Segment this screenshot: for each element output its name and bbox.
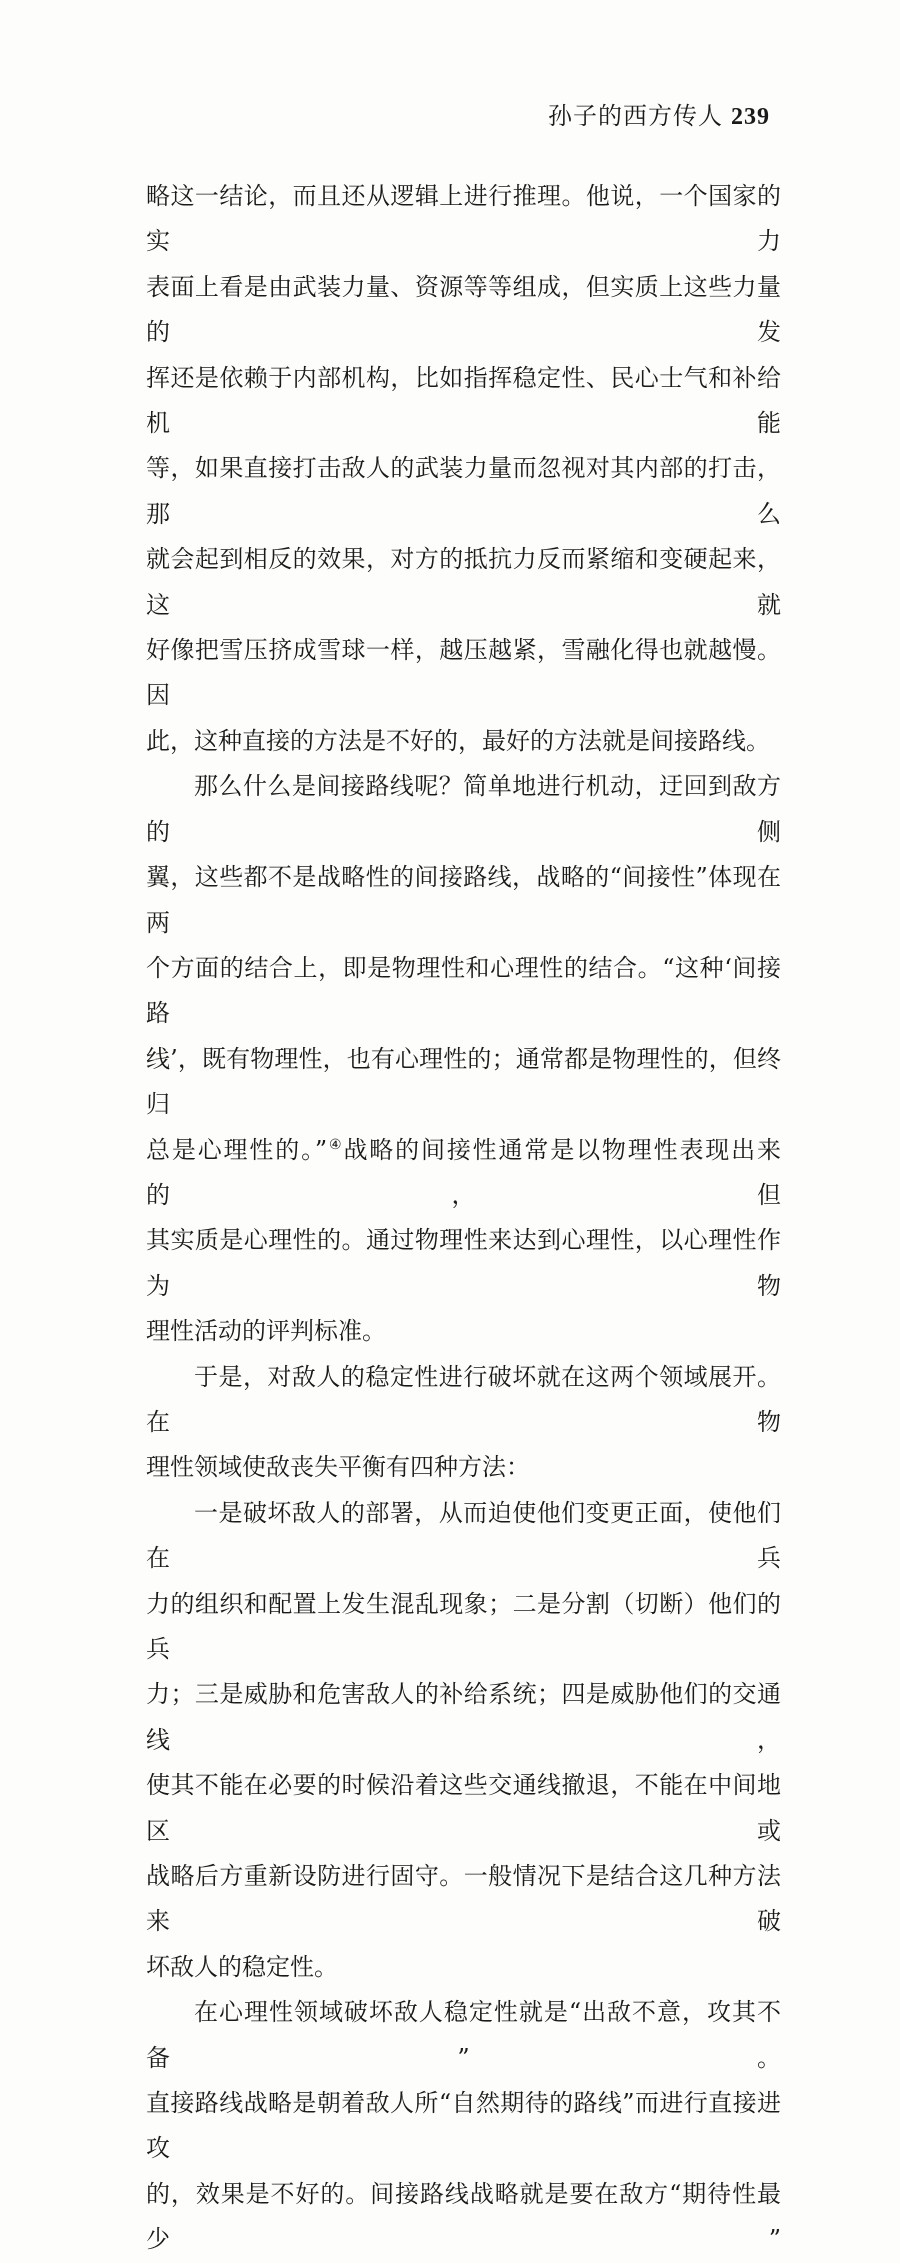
body-line: 就会起到相反的效果，对方的抵抗力反而紧缩和变硬起来，这就 [146,545,781,619]
body-line: 一是破坏敌人的部署，从而迫使他们变更正面，使他们在兵 [146,1498,781,1573]
body-line: 坏敌人的稳定性。 [146,1952,338,1981]
body-line: 等，如果直接打击敌人的武装力量而忽视对其内部的打击，那么 [146,454,781,528]
body-line: 略这一结论，而且还从逻辑上进行推理。他说，一个国家的实力 [146,182,781,256]
body-line: 挥还是依赖于内部机构，比如指挥稳定性、民心士气和补给机能 [146,363,781,438]
body-line: 直接路线战略是朝着敌人所“自然期待的路线”而进行直接进攻 [146,2089,781,2163]
body-line: 在心理性领域破坏敌人稳定性就是“出敌不意，攻其不备”。 [146,1998,781,2072]
body-line: 此，这种直接的方法是不好的，最好的方法就是间接路线。 [146,726,770,755]
page-number: 239 [731,104,770,130]
body-text: 总是心理性的。” [146,1135,328,1164]
body-line: 表面上看是由武装力量、资源等等组成，但实质上这些力量的发 [146,272,781,347]
body-line: 好像把雪压挤成雪球一样，越压越紧，雪融化得也就越慢。因 [146,636,781,710]
header-title: 孙子的西方传人 [548,102,723,130]
body-line: 个方面的结合上，即是物理性和心理性的结合。“这种‘间接路 [146,953,781,1028]
body-line: 理性活动的评判标准。 [146,1317,386,1346]
body-line: 战略后方重新设防进行固守。一般情况下是结合这几种方法来破 [146,1862,781,1936]
footnote-marker[interactable]: ④ [327,1136,344,1153]
body-line: 力；三是威胁和危害敌人的补给系统；四是威胁他们的交通线， [146,1680,781,1754]
body-line: 翼，这些都不是战略性的间接路线，战略的“间接性”体现在两 [146,863,781,937]
body-line: 其实质是心理性的。通过物理性来达到心理性，以心理性作为物 [146,1226,781,1300]
running-header [548,100,770,133]
body-line: 理性领域使敌丧失平衡有四种方法： [146,1453,530,1482]
body-line: 使其不能在必要的时候沿着这些交通线撤退，不能在中间地区或 [146,1771,781,1845]
body-text: 战略的间接性通常是以物理性表现出来的，但 [146,1135,781,1209]
page-body [146,174,781,2263]
body-line-with-note [146,1128,781,1219]
body-line: 力的组织和配置上发生混乱现象；二是分割（切断）他们的兵 [146,1589,781,1663]
body-line: 线’，既有物理性，也有心理性的；通常都是物理性的，但终归 [146,1044,781,1119]
body-line: 于是，对敌人的稳定性进行破坏就在这两个领域展开。在物 [146,1362,781,1436]
body-line: 的，效果是不好的。间接路线战略就是要在敌方“期待性最少” [146,2179,781,2254]
body-line: 那么什么是间接路线呢？简单地进行机动，迂回到敌方的侧 [146,772,781,846]
